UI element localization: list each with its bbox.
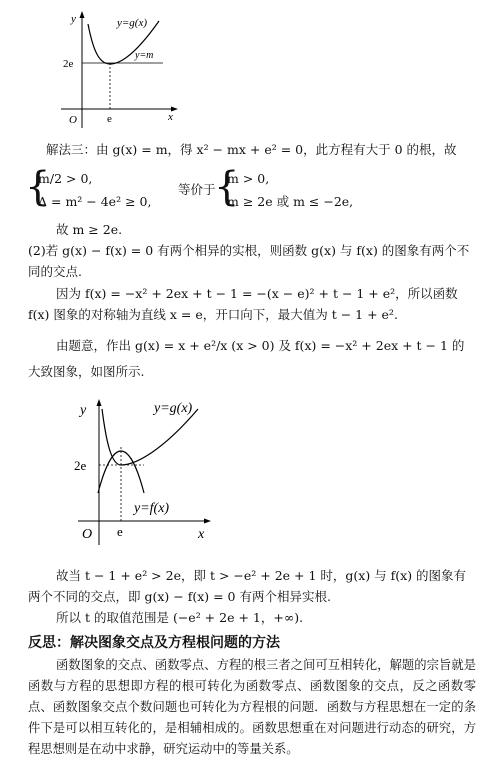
graph2-tick-2e: 2e — [74, 458, 87, 473]
method3-equiv: 等价于 — [178, 182, 216, 197]
right-brace: { — [214, 164, 240, 210]
reflection-body: 函数图象的交点、函数零点、方程的根三者之间可互相转化，解题的宗旨就是函数与方程的思想即方程的根可转化为函数零点、函数图象的交点，反之函数零点、函数图象交点个数问题也可转化为方程根的问题．函数与方程思想在一定的条件下是可以相互转化的，是相辅相成的。函数思想重在对问题进行动态的研究，方程思想则是在动中求静，研究运动中的等量关系。 — [28, 658, 476, 756]
graph2-tick-e: e — [117, 524, 123, 539]
graph-1 — [55, 8, 185, 133]
graph2-y-arrow — [97, 399, 102, 406]
method3-line1: 解法三：由 g(x) = m，得 x² − mx + e² = 0，此方程有大于 0 的根，故 — [46, 142, 457, 157]
reflection-title: 反思：解决图象交点及方程根问题的方法 — [28, 635, 280, 651]
graph2-x-label: x — [198, 527, 205, 542]
graph2-f-label: y=f(x) — [134, 501, 170, 516]
graph1-line-label: y=m — [135, 50, 154, 61]
part2-p3: 由题意，作出 g(x) = x + e²/x (x > 0) 及 f(x) = −x² + 2ex + t − 1 的大致图象，如图所示. — [28, 338, 465, 379]
graph2-curve-g — [102, 409, 198, 465]
part2-p1: (2)若 g(x) − f(x) = 0 有两个相异的实根，则函数 g(x) 与 f(x) 的图象有两个不同的交点. — [28, 243, 470, 279]
graph1-y-label: y — [71, 13, 76, 25]
graph1-x-label: x — [168, 111, 173, 123]
graph2-x-arrow — [204, 519, 211, 524]
part2-p4: 故当 t − 1 + e² > 2e，即 t > −e² + 2e + 1 时，g(x) 与 f(x) 的图象有两个不同的交点，即 g(x) − f(x) = 0 有两个相异实根. — [28, 568, 467, 604]
method3-left-row2: Δ = m² − 4e² ≥ 0, — [38, 194, 152, 209]
graph1-origin: O — [69, 114, 77, 126]
part2-p2: 因为 f(x) = −x² + 2ex + t − 1 = −(x − e)² + t − 1 + e²，所以函数 f(x) 图象的对称轴为直线 x = e，开口向下，最大值为 t − 1 + e². — [28, 286, 458, 322]
method3-right-row1: m > 0, — [227, 171, 270, 186]
graph2-y-label: y — [80, 403, 87, 418]
left-brace: { — [25, 164, 51, 210]
graph1-y-arrow — [80, 11, 85, 18]
graph1-tick-e: e — [107, 113, 112, 125]
method3-right-row2: m ≥ 2e 或 m ≤ −2e, — [227, 194, 354, 209]
method3-left-row1: m/2 > 0, — [38, 171, 93, 186]
method3-conclusion: 故 m ≥ 2e. — [56, 222, 123, 237]
graph1-curve-label: y=g(x) — [117, 17, 148, 29]
graph1-tick-2e: 2e — [63, 58, 74, 70]
graph-2 — [68, 395, 218, 553]
graph2-g-label: y=g(x) — [154, 401, 193, 416]
part2-p5: 所以 t 的取值范围是 (−e² + 2e + 1，+∞). — [56, 610, 304, 625]
graph2-origin: O — [82, 527, 93, 542]
